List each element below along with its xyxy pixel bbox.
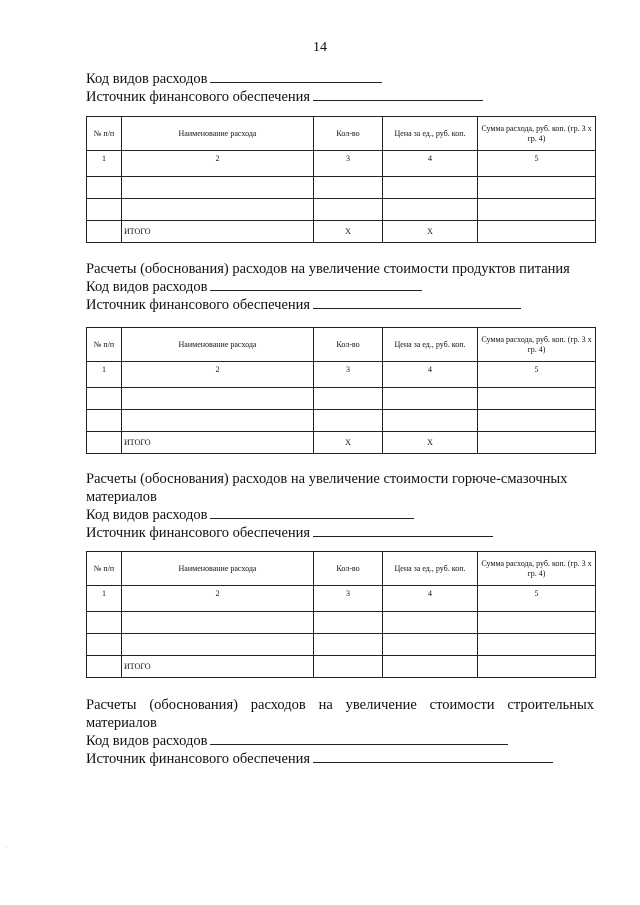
table-cell[interactable] [478, 612, 596, 634]
table-cell[interactable] [314, 634, 383, 656]
table-cell[interactable] [478, 388, 596, 410]
col-number: 1 [87, 362, 122, 388]
funding-source-line-3 [86, 524, 493, 542]
total-sum-cell[interactable] [478, 221, 596, 243]
expense-code-line-1 [86, 70, 382, 88]
cross-mark: Х [383, 221, 478, 243]
table-row [87, 410, 596, 432]
cross-mark: Х [383, 432, 478, 454]
table-cell[interactable] [314, 612, 383, 634]
table-cell[interactable] [122, 410, 314, 432]
table-cell[interactable] [383, 388, 478, 410]
col-number: 1 [87, 586, 122, 612]
col-number: 1 [87, 151, 122, 177]
table-row [87, 199, 596, 221]
expense-code-blank[interactable] [210, 506, 414, 519]
col-number: 3 [314, 362, 383, 388]
table-row [87, 177, 596, 199]
table-cell[interactable] [87, 177, 122, 199]
table-cell[interactable] [122, 634, 314, 656]
col-qty-header: Кол-во [314, 328, 383, 362]
col-sum-header: Сумма расхода, руб. коп. (гр. 3 х гр. 4) [478, 328, 596, 362]
funding-source-blank[interactable] [313, 750, 553, 763]
col-number: 4 [383, 151, 478, 177]
col-number: 5 [478, 151, 596, 177]
funding-source-line-1 [86, 88, 483, 106]
expense-table-1 [86, 116, 596, 243]
col-number: 5 [478, 586, 596, 612]
col-number: 3 [314, 586, 383, 612]
table-cell[interactable] [314, 656, 383, 678]
cross-mark: Х [314, 432, 383, 454]
scan-mark: · [6, 845, 8, 851]
expense-code-line-2 [86, 278, 422, 296]
col-number: 3 [314, 151, 383, 177]
col-number: 2 [122, 151, 314, 177]
total-label: ИТОГО [122, 432, 314, 454]
col-num-header: № п/п [87, 328, 122, 362]
funding-source-blank[interactable] [313, 88, 483, 101]
expense-code-line-3 [86, 506, 414, 524]
table-total-row [87, 221, 596, 243]
funding-source-label: Источник финансового обеспечения [86, 89, 311, 105]
expense-code-label: Код видов расходов [86, 279, 208, 295]
table-cell[interactable] [314, 388, 383, 410]
table-cell[interactable] [383, 410, 478, 432]
table-header-row [87, 552, 596, 586]
table-total-row [87, 656, 596, 678]
funding-source-blank[interactable] [313, 524, 493, 537]
funding-source-line-2 [86, 296, 521, 314]
table-cell[interactable] [383, 634, 478, 656]
table-cell [87, 656, 122, 678]
section-heading-building: Расчеты (обоснования) расходов на увеличение стоимости строительных материалов [86, 697, 594, 731]
table-cell[interactable] [383, 656, 478, 678]
table-header-row [87, 117, 596, 151]
page-number: 14 [313, 40, 327, 55]
table-cell[interactable] [87, 634, 122, 656]
expense-code-label: Код видов расходов [86, 71, 208, 87]
col-num-header: № п/п [87, 552, 122, 586]
funding-source-label: Источник финансового обеспечения [86, 525, 311, 541]
section-heading-fuel: Расчеты (обоснования) расходов на увеличение стоимости горюче-смазочных материалов [86, 471, 568, 505]
expense-code-label: Код видов расходов [86, 733, 208, 749]
table-cell [87, 432, 122, 454]
table-number-row [87, 586, 596, 612]
cross-mark: Х [314, 221, 383, 243]
table-cell[interactable] [122, 612, 314, 634]
expense-code-blank[interactable] [210, 278, 422, 291]
table-cell[interactable] [383, 199, 478, 221]
col-name-header: Наименование расхода [122, 552, 314, 586]
table-cell[interactable] [87, 410, 122, 432]
table-cell[interactable] [122, 199, 314, 221]
table-row [87, 388, 596, 410]
col-number: 4 [383, 586, 478, 612]
expense-table-2 [86, 327, 596, 454]
table-header-row [87, 328, 596, 362]
table-cell [87, 221, 122, 243]
table-number-row [87, 362, 596, 388]
table-total-row [87, 432, 596, 454]
funding-source-label: Источник финансового обеспечения [86, 751, 311, 767]
table-cell[interactable] [383, 612, 478, 634]
total-label: ИТОГО [122, 221, 314, 243]
table-number-row [87, 151, 596, 177]
total-sum-cell[interactable] [478, 432, 596, 454]
table-cell[interactable] [87, 199, 122, 221]
col-num-header: № п/п [87, 117, 122, 151]
table-cell[interactable] [478, 177, 596, 199]
col-sum-header: Сумма расхода, руб. коп. (гр. 3 х гр. 4) [478, 117, 596, 151]
table-row [87, 612, 596, 634]
table-cell[interactable] [314, 177, 383, 199]
col-qty-header: Кол-во [314, 117, 383, 151]
table-cell[interactable] [478, 634, 596, 656]
col-price-header: Цена за ед., руб. коп. [383, 117, 478, 151]
table-cell[interactable] [478, 410, 596, 432]
table-cell[interactable] [314, 410, 383, 432]
col-name-header: Наименование расхода [122, 328, 314, 362]
expense-code-blank[interactable] [210, 732, 508, 745]
col-number: 5 [478, 362, 596, 388]
expense-code-line-4 [86, 732, 508, 750]
expense-code-blank[interactable] [210, 70, 382, 83]
col-number: 2 [122, 362, 314, 388]
total-sum-cell[interactable] [478, 656, 596, 678]
table-row [87, 634, 596, 656]
col-price-header: Цена за ед., руб. коп. [383, 328, 478, 362]
col-number: 2 [122, 586, 314, 612]
total-label: ИТОГО [122, 656, 314, 678]
table-cell[interactable] [314, 199, 383, 221]
expense-table-3 [86, 551, 596, 678]
col-number: 4 [383, 362, 478, 388]
col-sum-header: Сумма расхода, руб. коп. (гр. 3 х гр. 4) [478, 552, 596, 586]
funding-source-line-4 [86, 750, 553, 768]
table-cell[interactable] [383, 177, 478, 199]
col-name-header: Наименование расхода [122, 117, 314, 151]
table-cell[interactable] [122, 388, 314, 410]
funding-source-label: Источник финансового обеспечения [86, 297, 311, 313]
table-cell[interactable] [87, 388, 122, 410]
col-qty-header: Кол-во [314, 552, 383, 586]
table-cell[interactable] [87, 612, 122, 634]
funding-source-blank[interactable] [313, 296, 521, 309]
table-cell[interactable] [478, 199, 596, 221]
table-cell[interactable] [122, 177, 314, 199]
col-price-header: Цена за ед., руб. коп. [383, 552, 478, 586]
expense-code-label: Код видов расходов [86, 507, 208, 523]
section-heading-food: Расчеты (обоснования) расходов на увеличение стоимости продуктов питания [86, 261, 570, 277]
